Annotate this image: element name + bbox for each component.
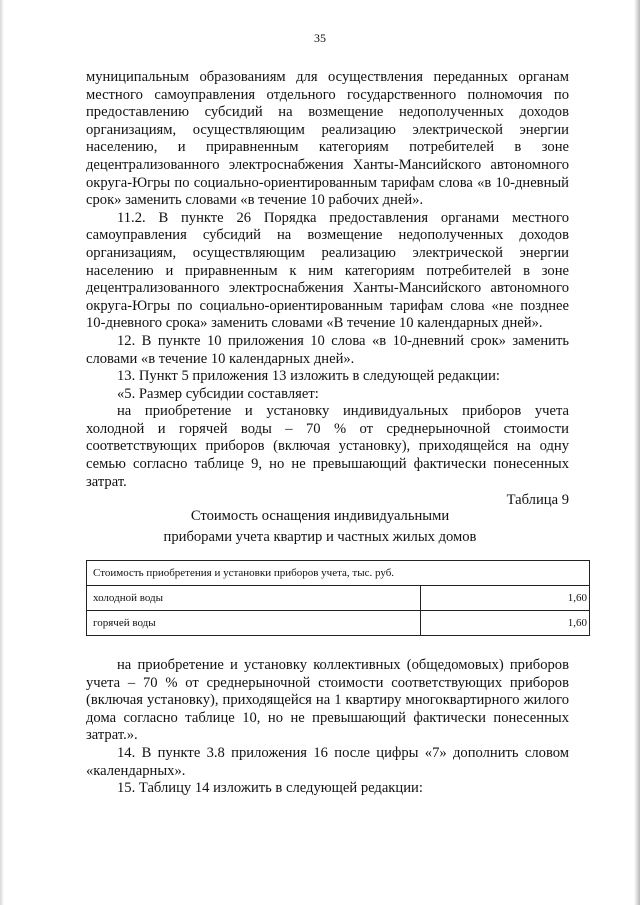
table-row-value: 1,60 <box>421 586 590 611</box>
table-row <box>87 611 590 636</box>
body-text-bottom <box>86 657 569 798</box>
scan-left-edge <box>0 0 4 905</box>
table-label: Таблица 9 <box>506 492 569 508</box>
paragraph-individual-meters: на приобретение и установку индивидуальных приборов учета холодной и горячей воды – 70 % от среднерыночной стоимости соответствующих приборов (включая установку), приходящейся на одну семью согласно таблице 9, но не превышающий фактически понесенных затрат. <box>86 403 569 490</box>
table-title-line-2: приборами учета квартир и частных жилых домов <box>163 528 477 545</box>
paragraph-14: 14. В пункте 3.8 приложения 16 после цифры «7» дополнить словом «календарных». <box>86 744 569 779</box>
paragraph-13: 13. Пункт 5 приложения 13 изложить в следующей редакции: <box>117 368 500 385</box>
paragraph-15: 15. Таблицу 14 изложить в следующей редакции: <box>117 780 423 797</box>
table-row-value: 1,60 <box>421 611 590 636</box>
paragraph-12: 12. В пункте 10 приложения 10 слова «в 10-дневний срок» заменить словами «в течение 10 календарных дней». <box>86 332 569 367</box>
meter-cost-table <box>86 560 590 636</box>
paragraph-subsidy-size: «5. Размер субсидии составляет: <box>117 385 319 402</box>
page-number: 35 <box>314 31 326 45</box>
table-header-cell: Стоимость приобретения и установки приборов учета, тыс. руб. <box>87 561 590 586</box>
table-title-line-1: Стоимость оснащения индивидуальными <box>190 508 450 524</box>
body-text-top <box>86 69 569 491</box>
table-row-label: холодной воды <box>87 586 421 611</box>
table-row <box>87 586 590 611</box>
table-title <box>0 506 640 547</box>
paragraph-11-2: 11.2. В пункте 26 Порядка предоставления органами местного самоуправления субсидий на возмещение недополученных доходов организациям, осуществляющим реализацию электрической энергии населению и приравненным к ним категориям потребителей в зоне децентрализованного электроснабжения Ханты-Мансийского автономного округа-Югры по социально-ориентированным тарифам слова «не позднее 10-дневного срока» заменить словами «В течение 10 календарных дней». <box>86 209 569 332</box>
table-row-label: горячей воды <box>87 611 421 636</box>
paragraph-continuation: муниципальным образованиям для осуществления переданных органам местного самоуправления отдельного государственного полномочия по предоставлению субсидий на возмещение недополученных доходов организациям, осуществляющим реализацию электрической энергии населению, и приравненным категориям потребителей в зоне децентрализованного электроснабжения Ханты-Мансийского автономного округа-Югры по социально-ориентированным тарифам слова «в 10-дневный срок» заменить словами «в течение 10 рабочих дней». <box>86 69 569 209</box>
paragraph-collective-meters: на приобретение и установку коллективных (общедомовых) приборов учета – 70 % от среднерыночной стоимости соответствующих приборов (включая установку), приходящейся на 1 квартиру многоквартирного жилого дома согласно таблице 10, но не превышающий фактически понесенных затрат.». <box>86 657 569 744</box>
scan-right-edge <box>634 0 640 905</box>
table-header-row <box>87 561 590 586</box>
